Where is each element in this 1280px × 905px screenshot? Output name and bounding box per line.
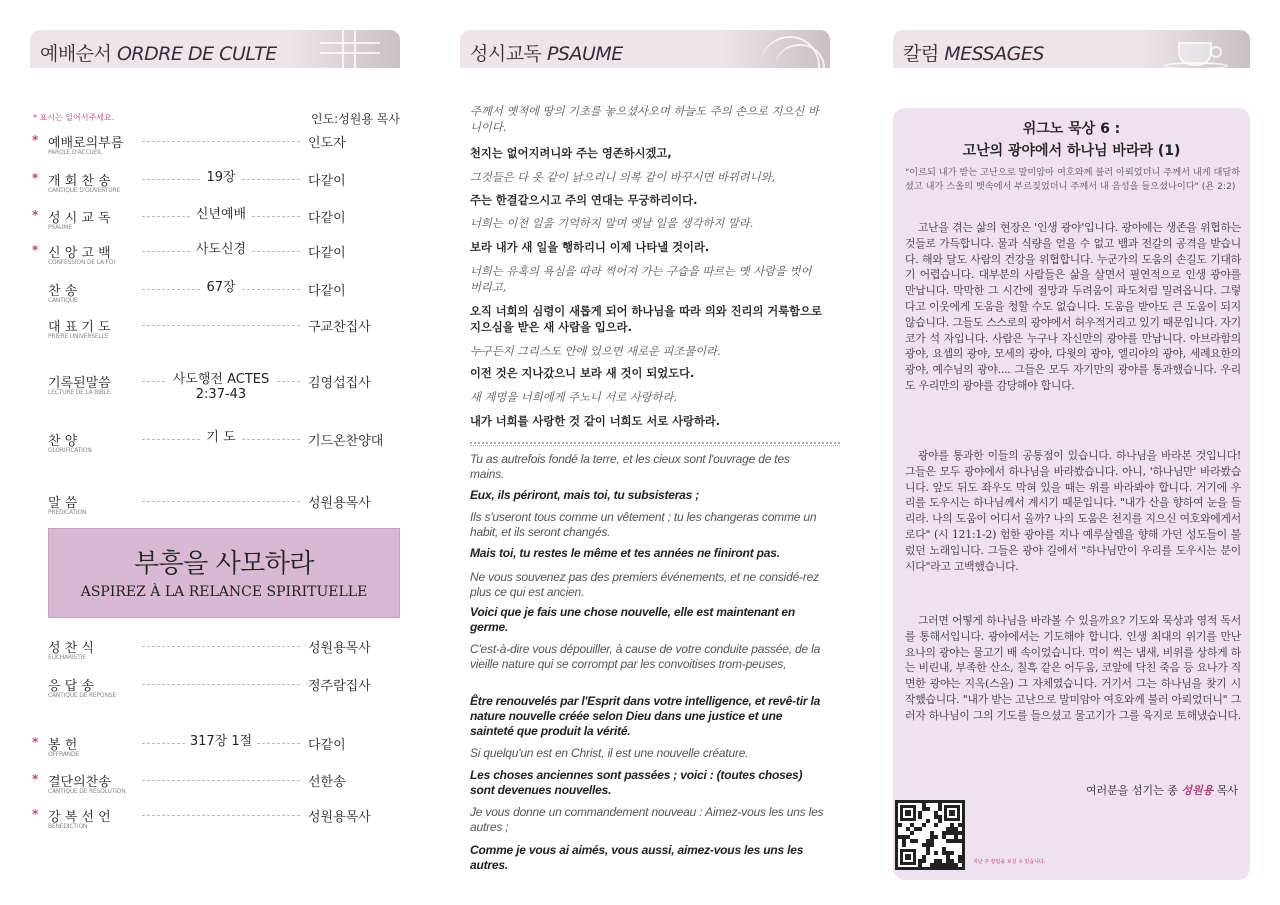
message-title-line1: 위그노 묵상 6 : [1022,121,1121,137]
service-item-person: 선한송 [308,775,346,790]
service-item-person: 인도자 [308,136,346,151]
coffee-cup-decoration-image [1140,30,1250,68]
standing-mark-icon: * [32,735,39,749]
dotted-leader [142,141,300,142]
standing-mark-icon: * [32,171,39,185]
service-item-name: 말 씀 [48,496,78,511]
message-paragraph: 고난을 겪는 삶의 현장은 '인생 광야'입니다. 광야에는 생존을 위협하는 것들로 가득합니다. 물과 식량을 얻을 수 없고 뱀과 전갈의 공격을 받습니다. 해와 달도 사람의 건강을 위협합니다. 누군가의 도움의 손길도 기대하기 어렵습니다. 대부분의 사람들은 삶을 살면서 필연적으로 인생 광야를 만납니다. 막막한 그 시간에 절망과 두려움이 파도처럼 밀려옵니다. 그렇다고 이웃에게 도움을 청할 수도 없습니다. 도움을 받아도 큰 도움이 되지 않습니다. 그들도 스스로의 광야에서 허우적거리고 있기 때문입니다. 자기 코가 석 자입니다. 사람은 누구나 자신만의 광야를 만납니다. 아브라함의 광야, 요셉의 광야, 모세의 광야, 다윗의 광야, 엘리야의 광야, 세례요한의 광야, 예수님의 광야.... 그들은 모두 자기만의 광야를 통과했습니다. 우리도 우리만의 광야를 감당해야 합니다. [905,221,1241,392]
message-paragraph: 그러면 어떻게 하나님을 바라볼 수 있을까요? 기도와 묵상과 영적 독서를 통해서입니다. 광야에서는 기도해야 합니다. 인생 최대의 위기를 만난 요나의 광야는 물고기 배 속이었습니다. 먹이 썩는 냄새, 비위를 상하게 하는 비린내, 부족한 산소, 칠흑 같은 어두움, 코앞에 닥친 죽음 등 요나가 직면한 광야는 지옥(스올) 그 자체였습니다. 거기서 그는 하나님을 찾기 시작했습니다. "내가 받는 고난으로 말미암아 여호와께 불러 아뢰었더니" 그러자 하나님이 그의 기도를 들으셨고 물고기가 그를 육지로 토해냈습니다. [905,614,1241,722]
psalm-response-kr: 내가 너희를 사랑한 것 같이 너희도 서로 사랑하라. [470,415,721,428]
service-item [30,637,400,667]
service-item-person: 기드온찬양대 [308,434,384,449]
service-item-person: 정주람집사 [308,679,371,694]
language-separator [470,442,840,446]
signature-suffix: 목사 [1216,784,1238,797]
service-item-person: 다같이 [308,284,346,299]
psalm-reading-kr: 주께서 옛적에 땅의 기초를 놓으셨사오며 하늘도 주의 손으로 지으신 바니이다. [470,105,819,134]
service-item-person: 구교찬집사 [308,320,371,335]
service-item-person: 성원용목사 [308,496,371,511]
pastor-signature [1086,782,1238,798]
banner-title-fr: ASPIREZ À LA RELANCE SPIRITUELLE [80,584,368,600]
psalm-reading-fr: C'est-à-dire vous dépouiller, à cause de votre conduite passée, de la vieille nature qui se corrompt par les convoitises trom-peuses, [470,642,821,671]
service-item-name: 개 회 찬 송 [48,174,111,189]
service-item-name: 응 답 송 [48,679,94,694]
dotted-leader [142,501,300,502]
psalm-reading-kr: 너희는 이전 일을 기억하지 말며 옛날 일을 생각하지 말라. [470,217,754,230]
standing-mark-icon: * [32,243,39,257]
psalm-response-fr: Voici que je fais une chose nouvelle, elle est maintenant en germe. [470,605,795,634]
service-item-name-fr: CANTIQUE DE RÉSOLUTION [48,788,126,795]
service-item-person: 성원용목사 [308,810,371,825]
service-item-detail: 사도신경 [142,242,300,257]
service-item-person: 다같이 [308,211,346,226]
messages-header [893,30,1250,68]
service-item-name-fr: CANTIQUE [48,297,78,304]
standing-mark-icon: * [32,807,39,821]
service-item-name: 결단의찬송 [48,775,111,790]
psalm-response-fr: Eux, ils périront, mais toi, tu subsisteras ; [470,488,700,502]
signature-prefix: 여러분을 섬기는 종 [1085,784,1178,797]
message-title-line2: 고난의 광야에서 하나님 바라라 (1) [962,143,1181,159]
standing-mark-icon: * [32,772,39,786]
service-item-person: 김영섭집사 [308,376,371,391]
service-item-name-fr: PSAUME [48,224,72,231]
service-item [30,430,400,460]
psalm-reading-fr: Ils s'useront tous comme un vêtement ; tu les changeras comme un habit, et ils seront changés. [470,510,817,539]
service-item-name-fr: EUCHARISTIE [48,654,86,661]
service-item [30,771,400,801]
service-item [30,242,400,272]
qr-code[interactable] [895,800,965,870]
service-item-name: 찬 양 [48,434,78,449]
service-item [30,734,400,764]
psalm-title: 성시교독 PSAUME [470,43,623,65]
psalm-reading-kr: 너희는 유혹의 욕심을 따라 썩어져 가는 구습을 따르는 옛 사람을 벗어 버리고, [470,265,812,294]
service-item-name: 신 앙 고 백 [48,246,111,261]
psalm-response-kr: 천지는 없어지려니와 주는 영존하시겠고, [470,147,672,160]
dotted-leader [142,646,300,647]
qr-code-note: 지난 주 칼럼을 보실 수 있습니다. [973,859,1046,865]
standing-mark-icon: * [32,208,39,222]
psalm-response-kr: 이전 것은 지나갔으니 보라 새 것이 되었도다. [470,367,695,380]
service-item-name-fr: CANTIQUE DE RÉPONSE [48,692,116,699]
service-item [30,280,400,310]
service-item-name-fr: PRIÈRE UNIVERSELLE [48,333,109,340]
banner-title-kr: 부흥을 사모하라 [133,549,315,579]
order-header [30,30,400,68]
service-item-person: 다같이 [308,246,346,261]
psalm-reading-fr: Tu as autrefois fondé la terre, et les cieux sont l'ouvrage de tes mains. [470,452,790,481]
service-item-person: 다같이 [308,738,346,753]
psalm-column [460,0,830,905]
dotted-leader [142,325,300,326]
psalm-response-kr: 보라 내가 새 일을 행하리니 이제 나타낼 것이라. [470,241,710,254]
service-item-name-fr: CANTIQUE D'OUVERTURE [48,187,121,194]
service-item-name: 예배로의부름 [48,136,124,151]
psalm-response-fr: Les choses anciennes sont passées ; voici : (toutes choses) sont devenues nouvelles. [470,768,803,797]
book-decoration-image [720,30,830,68]
service-item-detail: 19장 [142,170,300,185]
service-item-name: 강 복 선 언 [48,810,111,825]
dotted-leader [142,780,300,781]
service-item-detail: 317장 1절 [142,734,300,749]
standing-mark-icon: * [32,133,39,147]
service-item [30,372,400,402]
order-title: 예배순서 ORDRE DE CULTE [40,43,277,65]
service-item-name-fr: CONFESSION DE LA FOI [48,259,115,266]
service-item-detail: 사도행전 ACTES 2:37-43 [142,372,300,402]
psalm-response-kr: 오직 너희의 심령이 새롭게 되어 하나님을 따라 의와 진리의 거룩함으로 지으심을 받은 새 사람을 입으라. [470,305,822,334]
service-item [30,207,400,237]
service-item-name: 기록된말씀 [48,376,111,391]
psalm-header [460,30,830,68]
service-item-detail: 신년예배 [142,207,300,222]
psalm-reading-fr: Je vous donne un commandement nouveau : Aimez-vous les uns les autres ; [470,805,824,834]
psalm-response-kr: 주는 한결같으시고 주의 연대는 무궁하리이다. [470,194,698,207]
service-item-name-fr: PRÉDICATION [48,509,87,516]
service-item-name: 성 시 교 독 [48,211,111,226]
service-item-name-fr: LECTURE DE LA BIBLE [48,389,111,396]
service-item-detail: 기 도 [142,430,300,445]
service-item [30,170,400,200]
psalm-reading-fr: Ne vous souvenez pas des premiers événements, et ne considé-rez plus ce qui est ancien. [470,570,819,599]
service-item-name: 찬 송 [48,284,78,299]
service-item-name-fr: PAROLE D'ACCUEIL [48,149,103,156]
cross-decoration-image [290,30,400,68]
service-item-person: 성원용목사 [308,641,371,656]
messages-column [893,0,1250,905]
message-paragraph: 광야를 통과한 이들의 공통점이 있습니다. 하나님을 바라본 것입니다! 그들은 모두 광야에서 하나님을 바라봤습니다. 아니, '하나님만' 바라봤습니다. 앞도 뒤도 좌우도 막혀 있을 때는 위를 바라봐야 합니다. 거기에 우리를 도우시는 하나님께서 계시기 때문입니다. "내가 산을 향하여 눈을 들리라. 나의 도움이 어디서 올까? 나의 도움은 천지를 지으신 여호와에게서로다" (시 121:1-2) 험한 광야를 지나 예루살렘을 향해 가던 성도들이 불렀던 노래입니다. 그들은 광야 길에서 "하나님만이 우리를 도우시는 분이시다"라고 고백했습니다. [905,449,1241,573]
dotted-leader [142,815,300,816]
messages-title: 칼럼 MESSAGES [903,43,1044,65]
service-item-name-fr: OFFRANDE [48,751,79,758]
service-item-detail: 67장 [142,280,300,295]
service-item-name-fr: GLORIFICATION [48,447,92,454]
service-item-name: 성 찬 식 [48,641,94,656]
psalm-response-fr: Être renouvelés par l'Esprit dans votre intelligence, et revê-tir la nature nouvelle créée selon Dieu dans une justice et une sainteté que produit la vérité. [470,694,821,738]
psalm-reading-kr: 그것들은 다 옷 같이 낡으리니 의복 같이 바꾸시면 바뀌려니와, [470,171,776,184]
service-item-name-fr: BÉNÉDICTION [48,823,88,830]
scripture-quote: "이르되 내가 받는 고난으로 말미암아 여호와께 불러 아뢰었더니 주께서 내게 대답하셨고 내가 스올의 뱃속에서 부르짖었더니 주께서 내 음성을 들으셨나이다" (욘 2:2) [905,167,1241,192]
psalm-response-fr: Comme je vous ai aimés, vous aussi, aimez-vous les uns les autres. [470,843,804,872]
service-item [30,675,400,705]
service-item-person: 다같이 [308,174,346,189]
psalm-reading-fr: Si quelqu'un est en Christ, il est une nouvelle créature. [470,746,749,760]
service-item [30,806,400,836]
order-of-service-column [30,0,400,905]
service-item [30,132,400,162]
dotted-leader [142,684,300,685]
signature-name: 성원용 [1181,784,1214,797]
service-item-name: 대 표 기 도 [48,320,111,335]
service-leader: 인도:성원용 목사 [310,112,400,126]
service-item [30,316,400,346]
standing-note: * 표시는 일어서주세요. [33,113,115,122]
service-item-name: 봉 헌 [48,738,78,753]
psalm-reading-kr: 새 계명을 너희에게 주노니 서로 사랑하라. [470,391,678,404]
psalm-reading-kr: 누구든지 그리스도 안에 있으면 새로운 피조물이라. [470,345,721,358]
theme-banner [48,528,400,618]
psalm-response-fr: Mais toi, tu restes le même et tes années ne finiront pas. [470,546,780,560]
service-item [30,492,400,522]
